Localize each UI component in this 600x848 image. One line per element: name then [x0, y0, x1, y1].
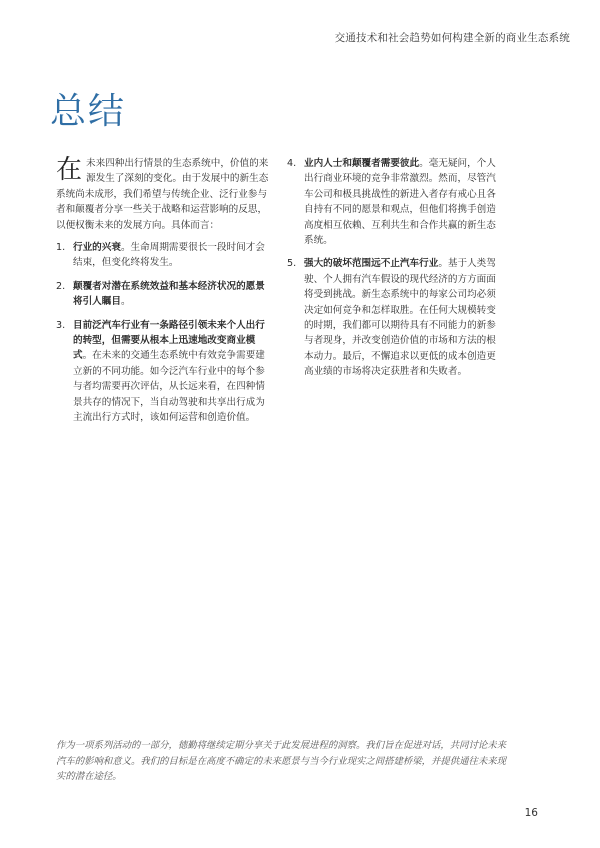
- list-item: [56, 240, 270, 271]
- conclusion-list-right: [287, 156, 503, 380]
- item-body: [73, 318, 270, 426]
- item-body: [304, 256, 503, 379]
- list-item: [287, 156, 503, 248]
- item-number: 5.: [287, 258, 297, 270]
- item-heading: 行业的兴衰: [73, 242, 121, 254]
- item-number: 2.: [56, 280, 66, 292]
- item-heading: 强大的破坏范围远不止汽车行业: [304, 258, 439, 270]
- running-header: 交通技术和社会趋势如何构建全新的商业生态系统: [334, 32, 570, 44]
- list-item: [56, 318, 270, 426]
- item-heading: 颠覆者对潜在系统效益和基本经济状况的愿景将引人瞩目: [73, 280, 265, 308]
- item-body: [304, 156, 503, 248]
- item-text: 。基于人类驾驶、个人拥有汽车假设的现代经济的方方面面将受到挑战。新生态系统中的每家公司均必须决定如何竞争和怎样取胜。在任何大规模转变的时期，我们都可以期待具有不同能力的新参与者现身，并改变创造价值的市场和方法的根本动力。最后，不懈追求以更低的成本创造更高业绩的市场将决定获胜者和失败者。: [304, 258, 496, 378]
- drop-cap: 在: [56, 155, 83, 185]
- item-number: 4.: [287, 158, 297, 169]
- footer-note: 作为一项系列活动的一部分，德勤将继续定期分享关于此发展进程的洞察。我们旨在促进对话，共同讨论未来汽车的影响和意义。我们的目标是在高度不确定的未来愿景与当今行业现实之间搭建桥梁，并提供通往未来现实的潜在途径。: [56, 740, 507, 782]
- intro-text: 未来四种出行情景的生态系统中，价值的来源发生了深刻的变化。由于发展中的新生态系统尚未成形，我们希望与传统企业、泛行业参与者和颠覆者分享一些关于战略和运营影响的反思，以便权衡未来的发展方向。具体而言：: [56, 158, 269, 231]
- item-number: 1.: [56, 242, 66, 254]
- page-title: 总结: [50, 91, 127, 133]
- list-item: [287, 256, 503, 379]
- item-text: 。生命周期需要很长一段时间才会结束，但变化终将发生。: [73, 242, 265, 269]
- item-number: 3.: [56, 319, 66, 331]
- left-column: [56, 156, 270, 434]
- list-item: [56, 279, 270, 310]
- conclusion-list-left: [56, 240, 270, 425]
- right-column: [287, 156, 503, 388]
- item-text: 。在未来的交通生态系统中有效竞争需要建立新的不同功能。如今泛汽车行业中的每个参与者均需要再次评估，从长远来看，在四种情景共存的情况下，当自动驾驶和共享出行成为主流出行方式时，该如何运营和创造价值。: [73, 350, 265, 424]
- item-heading: 目前泛汽车行业有一条路径引领未来个人出行的转型，但需要从根本上迅速地改变商业模式: [73, 319, 265, 362]
- item-text: 。: [120, 296, 131, 308]
- intro-paragraph: [56, 156, 270, 233]
- item-body: [73, 240, 270, 271]
- page-number: 16: [524, 807, 538, 819]
- item-text: 。毫无疑问，个人出行商业环境的竞争非常激烈。然而，尽管汽车公司和极具挑战性的新进入者存有戒心且各自持有不同的愿景和观点，但他们将携手创造高度相互依赖、互利共生和合作共赢的新生态系统。: [304, 158, 496, 247]
- item-body: [73, 279, 270, 310]
- item-heading: 业内人士和颠覆者需要彼此: [304, 158, 420, 169]
